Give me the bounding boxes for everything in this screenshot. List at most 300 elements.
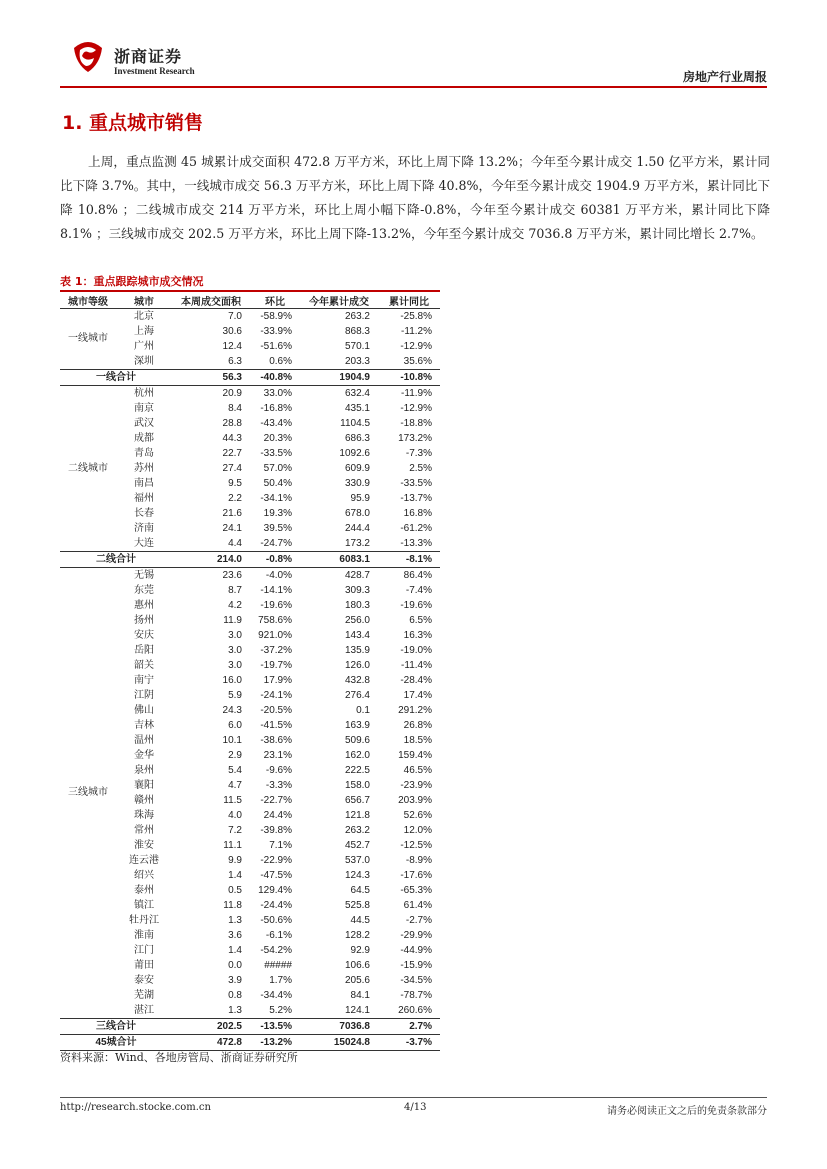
yoy-change: -13.3% [400,537,432,549]
table-row [60,793,440,808]
ytd-total: 126.0 [344,659,370,671]
city-name: 淮安 [134,839,154,851]
footer-divider [60,1097,767,1098]
city-name: 南昌 [134,477,154,489]
ytd-total: 452.7 [344,839,370,851]
table-row [60,988,440,1003]
city-name: 温州 [134,734,154,746]
weekly-area: 23.6 [222,569,242,581]
subtotal-label: 二线合计 [60,552,172,568]
yoy-change: -7.3% [405,447,432,459]
ytd-total: 7036.8 [300,1019,378,1035]
wow-change: -20.5% [260,704,292,716]
section-title: 1. 重点城市销售 [62,112,204,134]
ytd-total: 525.8 [344,899,370,911]
yoy-change: -3.7% [378,1035,440,1051]
table-row [60,823,440,838]
table-row [60,658,440,673]
ytd-total: 143.4 [344,629,370,641]
wow-change: 19.3% [263,507,292,519]
column-header: 本周成交面积 [172,293,250,309]
subtotal-row [60,370,440,386]
ytd-total: 656.7 [344,794,370,806]
weekly-area: 1.4 [228,869,242,881]
ytd-total: 263.2 [344,310,370,322]
weekly-area: 6.3 [228,355,242,367]
page-number: 4/13 [404,1102,427,1113]
weekly-area: 56.3 [172,370,250,386]
yoy-change: -12.9% [400,340,432,352]
total-label: 45城合计 [60,1035,172,1051]
yoy-change: -78.7% [400,989,432,1001]
wow-change: 20.3% [263,432,292,444]
ytd-total: 244.4 [344,522,370,534]
ytd-total: 6083.1 [300,552,378,568]
ytd-total: 222.5 [344,764,370,776]
yoy-change: -11.2% [401,325,432,337]
wow-change: 129.4% [258,884,292,896]
table-row [60,718,440,733]
wow-change: 5.2% [269,1004,292,1016]
wow-change: -33.9% [260,325,292,337]
yoy-change: 17.4% [403,689,432,701]
wow-change: 7.1% [269,839,292,851]
ytd-total: 124.3 [344,869,370,881]
ytd-total: 106.6 [344,959,370,971]
yoy-change: 159.4% [398,749,432,761]
yoy-change: 61.4% [403,899,432,911]
weekly-area: 24.3 [222,704,242,716]
weekly-area: 11.5 [223,794,242,806]
city-name: 北京 [134,310,154,322]
wow-change: -22.7% [260,794,292,806]
ytd-total: 435.1 [344,402,370,414]
footer-url: http://research.stocke.com.cn [60,1102,211,1113]
table-row [60,748,440,763]
wow-change: -38.6% [260,734,292,746]
yoy-change: -33.5% [400,477,432,489]
city-name: 广州 [134,340,154,352]
yoy-change: 46.5% [403,764,432,776]
weekly-area: 7.0 [228,310,242,322]
city-name: 泰安 [134,974,154,986]
table-row [60,958,440,973]
ytd-total: 1104.5 [340,417,370,429]
wow-change: -40.8% [250,370,300,386]
city-name: 淮南 [134,929,154,941]
ytd-total: 276.4 [344,689,370,701]
wow-change: -43.4% [260,417,292,429]
city-name: 杭州 [134,387,154,399]
yoy-change: 173.2% [398,432,432,444]
weekly-area: 4.0 [228,809,242,821]
yoy-change: -34.5% [400,974,432,986]
yoy-change: -19.6% [400,599,432,611]
weekly-area: 27.4 [222,462,242,474]
column-header: 环比 [250,293,300,309]
table-row [60,613,440,628]
wow-change: -13.5% [250,1019,300,1035]
weekly-area: 22.7 [222,447,242,459]
ytd-total: 173.2 [344,537,370,549]
weekly-area: 5.9 [228,689,242,701]
table-row [60,536,440,552]
ytd-total: 158.0 [344,779,370,791]
yoy-change: -23.9% [400,779,432,791]
table-row [60,703,440,718]
wow-change: -9.6% [265,764,292,776]
column-header: 城市 [116,293,172,309]
wow-change: -34.1% [260,492,292,504]
ytd-total: 686.3 [344,432,370,444]
ytd-total: 428.7 [344,569,370,581]
wow-change: -13.2% [250,1035,300,1051]
table-row [60,688,440,703]
yoy-change: -2.7% [405,914,432,926]
city-name: 赣州 [134,794,154,806]
table-row [60,568,440,584]
weekly-area: 6.0 [228,719,242,731]
weekly-area: 1.3 [228,914,242,926]
wow-change: 0.6% [269,355,292,367]
yoy-change: -15.9% [400,959,432,971]
yoy-change: -12.5% [400,839,432,851]
weekly-area: 214.0 [172,552,250,568]
city-name: 莆田 [134,959,154,971]
yoy-change: -18.8% [400,417,432,429]
subtotal-label: 一线合计 [60,370,172,386]
wow-change: -51.6% [260,340,292,352]
city-name: 镇江 [134,899,154,911]
ytd-total: 309.3 [344,584,370,596]
weekly-area: 9.5 [228,477,242,489]
wow-change: -41.5% [260,719,292,731]
yoy-change: -7.4% [405,584,432,596]
city-name: 泉州 [134,764,154,776]
weekly-area: 4.2 [228,599,242,611]
weekly-area: 1.3 [228,1004,242,1016]
wow-change: ##### [264,959,292,971]
yoy-change: 2.7% [378,1019,440,1035]
tier-label: 二线城市 [68,462,108,474]
weekly-area: 0.5 [228,884,242,896]
yoy-change: 203.9% [398,794,432,806]
wow-change: -3.3% [265,779,292,791]
tier-label: 三线城市 [68,787,108,798]
table-row [60,416,440,431]
ytd-total: 632.4 [344,387,370,399]
table-row [60,461,440,476]
ytd-total: 0.1 [356,704,370,716]
table-source: 资料来源：Wind、各地房管局、浙商证券研究所 [60,1051,298,1064]
table-row [60,1003,440,1019]
wow-change: -47.5% [260,869,292,881]
weekly-area: 4.7 [228,779,242,791]
weekly-area: 8.7 [228,584,242,596]
wow-change: -24.4% [260,899,292,911]
weekly-area: 28.8 [222,417,242,429]
column-header: 今年累计成交 [300,293,378,309]
weekly-area: 472.8 [172,1035,250,1051]
wow-change: -19.6% [260,599,292,611]
ytd-total: 124.1 [344,1004,370,1016]
wow-change: 758.6% [258,614,292,626]
subtotal-row [60,1019,440,1035]
city-name: 牡丹江 [129,914,159,926]
ytd-total: 1904.9 [300,370,378,386]
table-row [60,808,440,823]
wow-change: -24.7% [260,537,292,549]
document-type: 房地产行业周报 [682,70,767,84]
ytd-total: 64.5 [350,884,370,896]
yoy-change: 12.0% [403,824,432,836]
table-row [60,309,440,325]
weekly-area: 4.4 [228,537,242,549]
weekly-area: 3.0 [228,629,242,641]
yoy-change: -29.9% [400,929,432,941]
city-name: 苏州 [134,462,154,474]
yoy-change: -8.1% [378,552,440,568]
table-row [60,868,440,883]
wow-change: -50.6% [260,914,292,926]
ytd-total: 92.9 [350,944,370,956]
weekly-area: 2.2 [228,492,242,504]
city-name: 绍兴 [134,869,154,881]
table-row [60,354,440,370]
city-name: 青岛 [134,447,154,459]
city-name: 韶关 [134,659,154,671]
ytd-total: 44.5 [350,914,370,926]
wow-change: 50.4% [263,477,292,489]
subtotal-row [60,552,440,568]
summary-paragraph: 上周，重点监测 45 城累计成交面积 472.8 万平方米，环比上周下降 13.2%；今年至今累计成交 1.50 亿平方米，累计同比下降 3.7%。其中，一线城市成交 56.3 万平方米，环比上周下降 40.8%，今年至今累计成交 1904.9 万平方米，累计同比下降 10.8% ；二线城市成交 214 万平方米，环比上周小幅下降-0.8%，今年至今累计成交 60381 万平方米，累计同比下降 8.1% ；三线城市成交 202.5 万平方米，环比上周下降-13.2%，今年至今累计成交 7036.8 万平方米，累计同比增长 2.7%。 [60,154,770,242]
city-name: 无锡 [134,569,154,581]
weekly-area: 12.4 [222,340,242,352]
table-row [60,583,440,598]
yoy-change: -8.9% [405,854,432,866]
wow-change: 921.0% [258,629,292,641]
table-row [60,943,440,958]
column-header: 累计同比 [378,293,440,309]
table-row [60,339,440,354]
weekly-area: 0.8 [228,989,242,1001]
wow-change: -16.8% [260,402,292,414]
city-name: 大连 [134,537,154,549]
yoy-change: 2.5% [409,462,432,474]
city-name: 连云港 [129,854,159,866]
wow-change: -19.7% [260,659,292,671]
table-row [60,386,440,402]
wow-change: -58.9% [260,310,292,322]
wow-change: 17.9% [263,674,292,686]
weekly-area: 3.0 [228,659,242,671]
ytd-total: 570.1 [344,340,370,352]
yoy-change: -28.4% [400,674,432,686]
wow-change: -39.8% [260,824,292,836]
wow-change: -54.2% [260,944,292,956]
header-divider [60,86,767,88]
brand-name: 浙商证券 [114,47,183,66]
weekly-area: 7.2 [228,824,242,836]
yoy-change: 18.5% [403,734,432,746]
table-row [60,628,440,643]
city-name: 常州 [134,824,154,836]
ytd-total: 135.9 [344,644,370,656]
table-row [60,431,440,446]
city-name: 安庆 [134,629,154,641]
ytd-total: 95.9 [350,492,370,504]
wow-change: -22.9% [260,854,292,866]
table-row [60,763,440,778]
yoy-change: 291.2% [398,704,432,716]
city-name: 珠海 [134,809,154,821]
weekly-area: 3.6 [228,929,242,941]
city-name: 金华 [134,749,154,761]
city-sales-table [60,293,440,1051]
wow-change: -37.2% [260,644,292,656]
city-name: 上海 [134,325,154,337]
ytd-total: 84.1 [350,989,370,1001]
ytd-total: 509.6 [344,734,370,746]
yoy-change: -13.7% [400,492,432,504]
weekly-area: 30.6 [222,325,242,337]
yoy-change: -17.6% [400,869,432,881]
yoy-change: 86.4% [403,569,432,581]
yoy-change: -11.4% [401,659,432,671]
city-name: 福州 [134,492,154,504]
yoy-change: -25.8% [400,310,432,322]
table-body [60,309,440,1051]
weekly-area: 8.4 [228,402,242,414]
table-row [60,973,440,988]
yoy-change: -12.9% [400,402,432,414]
wow-change: 1.7% [269,974,292,986]
yoy-change: 16.8% [403,507,432,519]
yoy-change: -61.2% [400,522,432,534]
tier-label: 一线城市 [68,333,108,344]
ytd-total: 15024.8 [300,1035,378,1051]
city-name: 长春 [134,507,154,519]
table-row [60,506,440,521]
table-header-row [60,293,440,309]
weekly-area: 10.1 [222,734,242,746]
city-name: 南京 [134,402,154,414]
city-name: 佛山 [134,704,154,716]
weekly-area: 5.4 [228,764,242,776]
table-top-rule [60,290,440,292]
wow-change: 57.0% [263,462,292,474]
yoy-change: 16.3% [403,629,432,641]
table-row [60,476,440,491]
city-name: 吉林 [134,719,154,731]
weekly-area: 44.3 [222,432,242,444]
ytd-total: 263.2 [344,824,370,836]
wow-change: -34.4% [260,989,292,1001]
weekly-area: 11.9 [223,614,242,626]
weekly-area: 3.0 [228,644,242,656]
table-row [60,401,440,416]
weekly-area: 21.6 [222,507,242,519]
table-row [60,673,440,688]
table-row [60,928,440,943]
weekly-area: 11.8 [223,899,242,911]
weekly-area: 3.9 [228,974,242,986]
city-name: 扬州 [134,614,154,626]
wow-change: 33.0% [263,387,292,399]
weekly-area: 2.9 [228,749,242,761]
city-name: 南宁 [134,674,154,686]
table-row [60,913,440,928]
city-name: 江阴 [134,689,154,701]
table-row [60,853,440,868]
table-row [60,883,440,898]
weekly-area: 16.0 [222,674,242,686]
brand-tagline: Investment Research [114,66,195,76]
city-name: 深圳 [134,355,154,367]
ytd-total: 128.2 [344,929,370,941]
city-name: 湛江 [134,1004,154,1016]
table-caption: 表 1：重点跟踪城市成交情况 [60,275,204,288]
ytd-total: 678.0 [344,507,370,519]
table-row [60,446,440,461]
wow-change: -24.1% [260,689,292,701]
wow-change: -4.0% [265,569,292,581]
table-row [60,324,440,339]
wow-change: -6.1% [265,929,292,941]
table-row [60,643,440,658]
table-row [60,491,440,506]
company-logo [70,38,106,74]
ytd-total: 330.9 [344,477,370,489]
wow-change: -33.5% [260,447,292,459]
ytd-total: 205.6 [344,974,370,986]
yoy-change: -10.8% [378,370,440,386]
ytd-total: 609.9 [344,462,370,474]
weekly-area: 202.5 [172,1019,250,1035]
ytd-total: 256.0 [344,614,370,626]
city-name: 岳阳 [134,644,154,656]
city-name: 江门 [134,944,154,956]
column-header: 城市等级 [60,293,116,309]
city-name: 东莞 [134,584,154,596]
table-row [60,838,440,853]
wow-change: 23.1% [263,749,292,761]
yoy-change: 6.5% [409,614,432,626]
table-row [60,898,440,913]
footer-disclaimer: 请务必阅读正文之后的免责条款部分 [607,1106,767,1117]
weekly-area: 0.0 [228,959,242,971]
wow-change: 24.4% [263,809,292,821]
city-name: 襄阳 [134,779,154,791]
yoy-change: -11.9% [401,387,432,399]
table-row [60,778,440,793]
ytd-total: 868.3 [344,325,370,337]
yoy-change: 35.6% [403,355,432,367]
ytd-total: 180.3 [344,599,370,611]
city-name: 成都 [134,432,154,444]
wow-change: -14.1% [260,584,292,596]
city-name: 芜湖 [134,989,154,1001]
city-name: 济南 [134,522,154,534]
ytd-total: 537.0 [344,854,370,866]
ytd-total: 1092.6 [339,447,370,459]
ytd-total: 162.0 [344,749,370,761]
weekly-area: 24.1 [222,522,242,534]
weekly-area: 11.1 [223,839,242,851]
wow-change: -0.8% [250,552,300,568]
yoy-change: -44.9% [400,944,432,956]
yoy-change: -65.3% [400,884,432,896]
